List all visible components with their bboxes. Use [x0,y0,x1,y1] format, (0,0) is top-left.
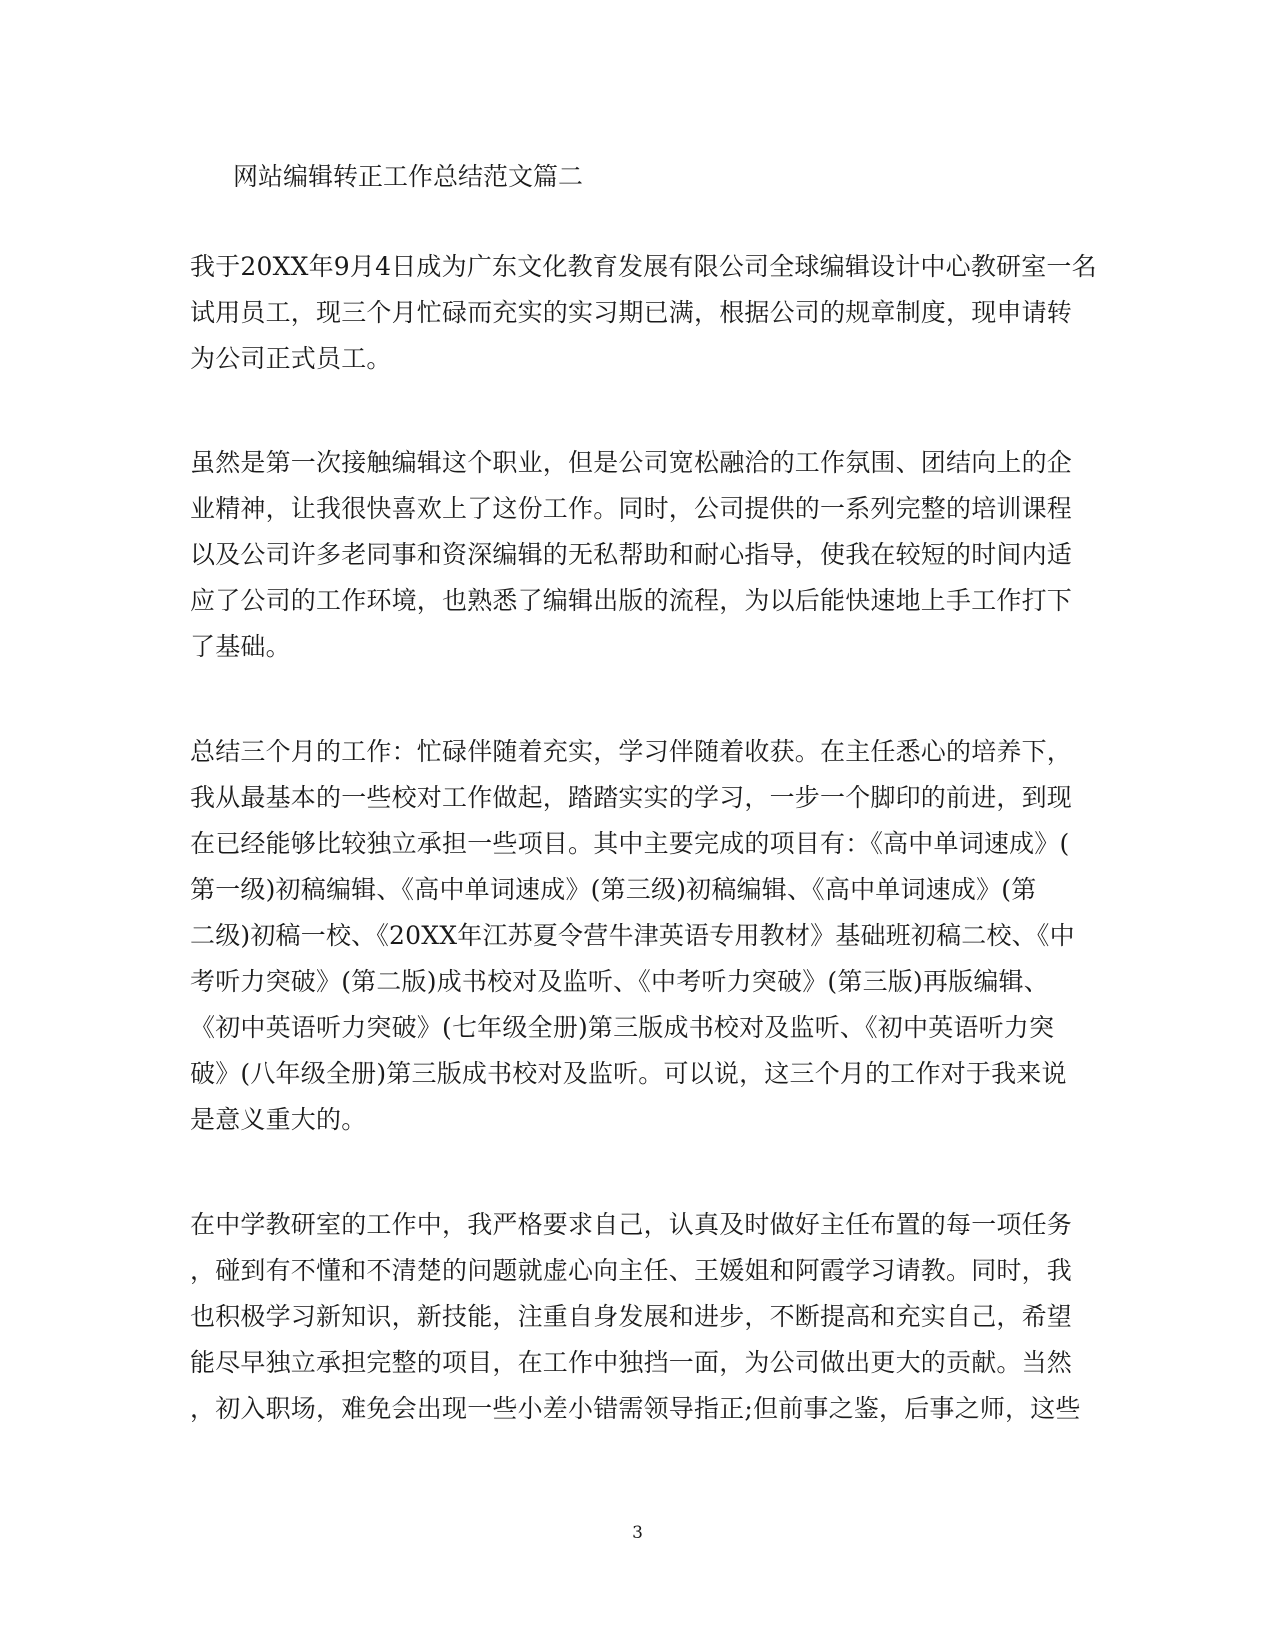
paragraph-4-line-2: ，碰到有不懂和不清楚的问题就虚心向主任、王媛姐和阿霞学习请教。同时，我 [190,1256,1073,1285]
paragraph-4-line-5: ，初入职场，难免会出现一些小差小错需领导指正;但前事之鉴，后事之师，这些 [190,1394,1081,1423]
paragraph-2-line-3: 以及公司许多老同事和资深编辑的无私帮助和耐心指导，使我在较短的时间内适 [190,540,1073,569]
paragraph-3-line-4: 第一级)初稿编辑、《高中单词速成》(第三级)初稿编辑、《高中单词速成》(第 [190,875,1037,904]
paragraph-2-line-5: 了基础。 [190,632,291,661]
paragraph-3-line-9: 是意义重大的。 [190,1105,367,1134]
paragraph-1-line-3: 为公司正式员工。 [190,344,392,373]
paragraph-2-line-4: 应了公司的工作环境，也熟悉了编辑出版的流程，为以后能快速地上手工作打下 [190,586,1073,615]
paragraph-4-line-4: 能尽早独立承担完整的项目，在工作中独挡一面，为公司做出更大的贡献。当然 [190,1348,1073,1377]
paragraph-3-line-1: 总结三个月的工作：忙碌伴随着充实，学习伴随着收获。在主任悉心的培养下， [190,737,1073,766]
paragraph-4-line-3: 也积极学习新知识，新技能，注重自身发展和进步，不断提高和充实自己，希望 [190,1302,1073,1331]
paragraph-3-line-3: 在已经能够比较独立承担一些项目。其中主要完成的项目有：《高中单词速成》( [190,829,1070,858]
paragraph-2-line-2: 业精神，让我很快喜欢上了这份工作。同时，公司提供的一系列完整的培训课程 [190,494,1073,523]
page-number: 3 [632,1523,643,1543]
paragraph-3-line-5: 二级)初稿一校、《20XX年江苏夏令营牛津英语专用教材》基础班初稿二校、《中 [190,921,1075,950]
paragraph-1-line-2: 试用员工，现三个月忙碌而充实的实习期已满，根据公司的规章制度，现申请转 [190,298,1073,327]
paragraph-3-line-2: 我从最基本的一些校对工作做起，踏踏实实的学习，一步一个脚印的前进，到现 [190,783,1073,812]
paragraph-3-line-6: 考听力突破》(第二版)成书校对及监听、《中考听力突破》(第三版)再版编辑、 [190,967,1049,996]
paragraph-4-line-1: 在中学教研室的工作中，我严格要求自己，认真及时做好主任布置的每一项任务 [190,1210,1073,1239]
document-title: 网站编辑转正工作总结范文篇二 [233,162,584,191]
paragraph-3-line-8: 破》(八年级全册)第三版成书校对及监听。可以说，这三个月的工作对于我来说 [190,1059,1067,1088]
paragraph-1-line-1: 我于20XX年9月4日成为广东文化教育发展有限公司全球编辑设计中心教研室一名 [190,252,1097,281]
paragraph-3-line-7: 《初中英语听力突破》(七年级全册)第三版成书校对及监听、《初中英语听力突 [190,1013,1055,1042]
paragraph-2-line-1: 虽然是第一次接触编辑这个职业，但是公司宽松融洽的工作氛围、团结向上的企 [190,448,1073,477]
